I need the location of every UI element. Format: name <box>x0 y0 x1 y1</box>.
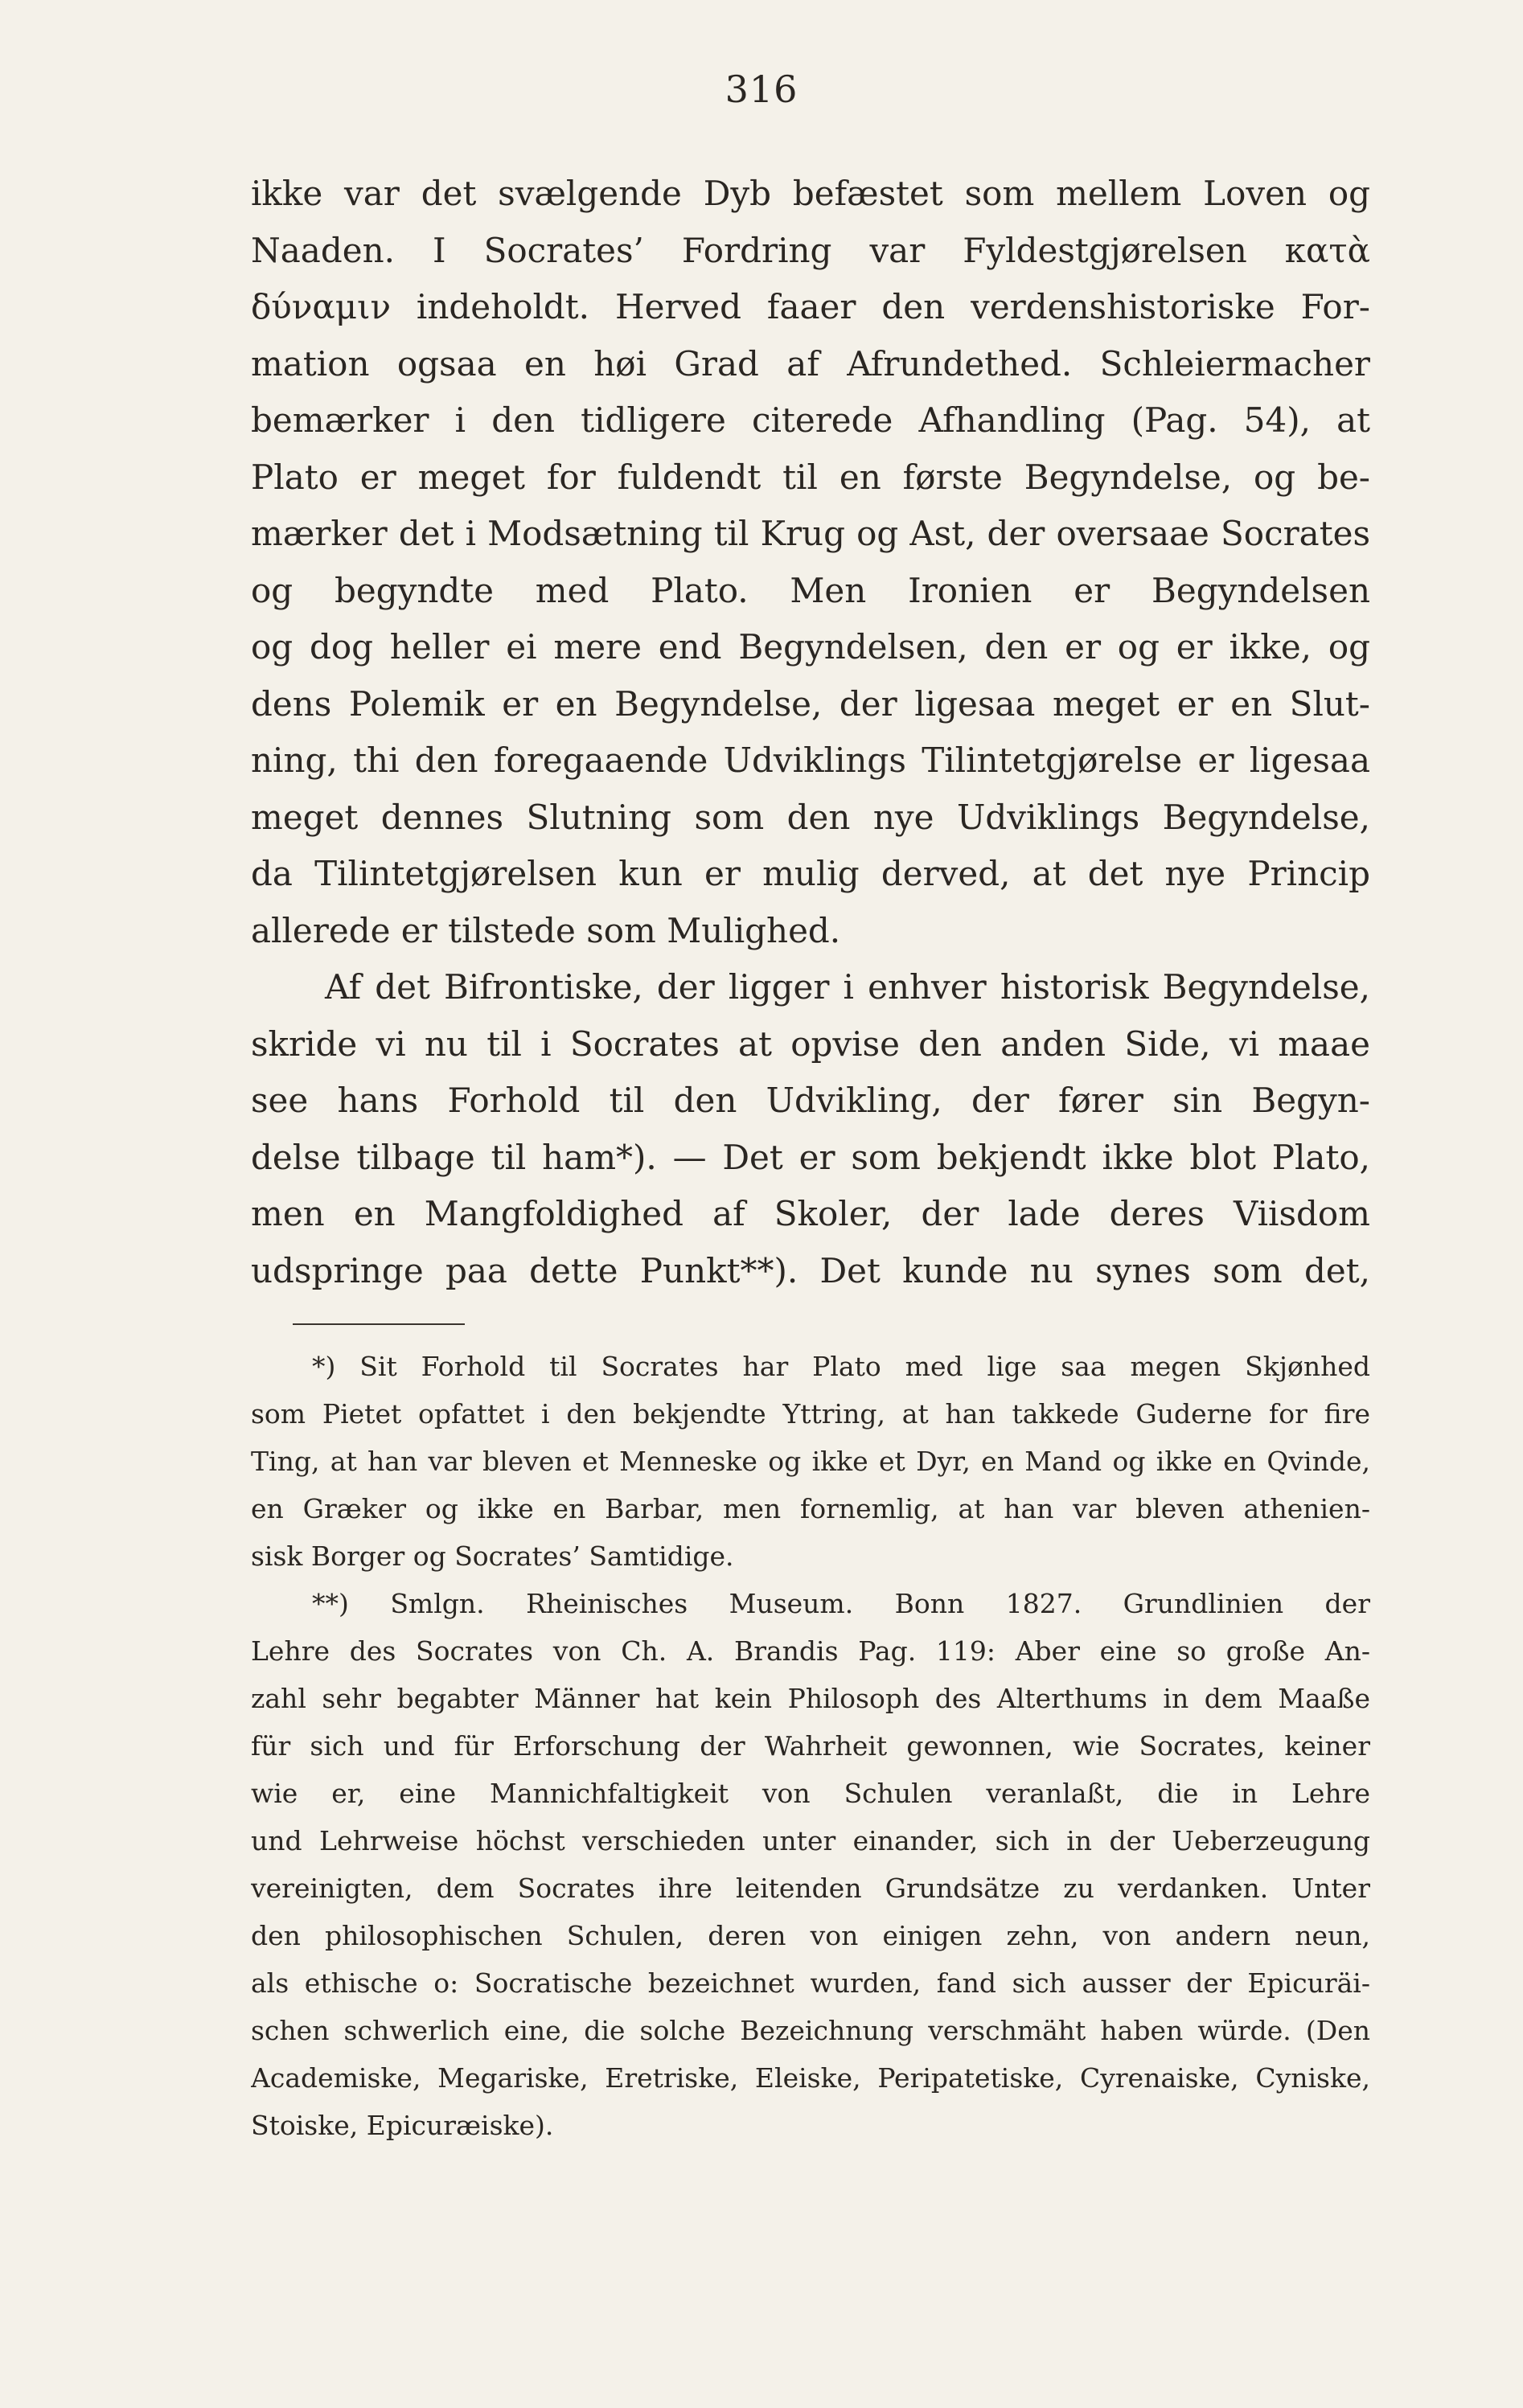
footnote-separator <box>293 1323 465 1325</box>
footnote-line: Stoiske, Epicuræiske). <box>251 2110 554 2141</box>
text-line: og begyndte med Plato. Men Ironien er Begyndelsen <box>251 570 1370 610</box>
text-line: dens Polemik er en Begyndelse, der ligesaa meget er en Slut- <box>251 683 1370 724</box>
page-number: 316 <box>725 68 798 111</box>
footnote-line: Ting, at han var bleven et Menneske og ikke et Dyr, en Mand og ikke en Qvinde, <box>251 1446 1370 1477</box>
footnote-line: **) Smlgn. Rheinisches Museum. Bonn 1827. Grundlinien der <box>312 1588 1370 1619</box>
footnote-line: som Pietet opfattet i den bekjendte Yttring, at han takkede Guderne for fire <box>251 1398 1370 1430</box>
text-line: meget dennes Slutning som den nye Udviklings Begyndelse, <box>251 797 1370 837</box>
text-line: mærker det i Modsætning til Krug og Ast, der oversaae Socrates <box>251 514 1370 553</box>
footnote-line: en Græker og ikke en Barbar, men fornemlig, at han var bleven athenien- <box>251 1493 1370 1524</box>
text-line: see hans Forhold til den Udvikling, der fører sin Begyn- <box>251 1081 1370 1120</box>
text-line: bemærker i den tidligere citerede Afhandling (Pag. 54), at <box>251 400 1370 440</box>
text-line: Plato er meget for fuldendt til en første Begyndelse, og be- <box>251 457 1370 497</box>
text-line: allerede er tilstede som Mulighed. <box>251 910 841 950</box>
text-line: og dog heller ei mere end Begyndelsen, den er og er ikke, og <box>251 627 1370 667</box>
footnote-line: vereinigten, dem Socrates ihre leitenden Grundsätze zu verdanken. Unter <box>251 1873 1370 1904</box>
text-line: Naaden. I Socrates’ Fordring var Fyldestgjørelsen κατὰ <box>251 230 1370 270</box>
footnote-line: den philosophischen Schulen, deren von einigen zehn, von andern neun, <box>251 1920 1370 1951</box>
text-line: skride vi nu til i Socrates at opvise den anden Side, vi maae <box>251 1024 1370 1064</box>
footnote-line: und Lehrweise höchst verschieden unter einander, sich in der Ueberzeugung <box>251 1825 1370 1856</box>
text-line: da Tilintetgjørelsen kun er mulig derved, at det nye Princip <box>251 854 1370 893</box>
text-line: mation ogsaa en høi Grad af Afrundethed. Schleiermacher <box>251 343 1370 384</box>
footnote-line: wie er, eine Mannichfaltigkeit von Schulen veranlaßt, die in Lehre <box>251 1778 1370 1809</box>
text-line: Af det Bifrontiske, der ligger i enhver historisk Begyndelse, <box>325 967 1370 1007</box>
footnote-line: zahl sehr begabter Männer hat kein Philosoph des Alterthums in dem Maaße <box>251 1683 1370 1714</box>
footnote-line: schen schwerlich eine, die solche Bezeichnung verschmäht haben würde. (Den <box>251 2015 1370 2046</box>
footnote-line: Lehre des Socrates von Ch. A. Brandis Pag. 119: Aber eine so große An- <box>251 1635 1370 1667</box>
footnote-line: Academiske, Megariske, Eretriske, Eleiske, Peripatetiske, Cyrenaiske, Cyniske, <box>251 2062 1370 2094</box>
text-line: delse tilbage til ham*). — Det er som bekjendt ikke blot Plato, <box>251 1137 1370 1177</box>
text-line: men en Mangfoldighed af Skoler, der lade deres Viisdom <box>251 1194 1370 1233</box>
text-line: ning, thi den foregaaende Udviklings Tilintetgjørelse er ligesaa <box>251 740 1370 780</box>
text-line: udspringe paa dette Punkt**). Det kunde nu synes som det, <box>251 1250 1370 1290</box>
footnote-line: als ethische o: Socratische bezeichnet wurden, fand sich ausser der Epicuräi- <box>251 1967 1370 1999</box>
footnote-line: sisk Borger og Socrates’ Samtidige. <box>251 1540 734 1572</box>
text-line: δύναμιν indeholdt. Herved faaer den verdenshistoriske For- <box>251 287 1370 326</box>
main-text <box>251 166 1370 1299</box>
footnote-line: *) Sit Forhold til Socrates har Plato med lige saa megen Skjønhed <box>312 1351 1370 1382</box>
footnotes <box>251 1343 1370 2149</box>
text-line: ikke var det svælgende Dyb befæstet som mellem Loven og <box>251 174 1370 213</box>
footnote-line: für sich und für Erforschung der Wahrheit gewonnen, wie Socrates, keiner <box>251 1730 1370 1762</box>
